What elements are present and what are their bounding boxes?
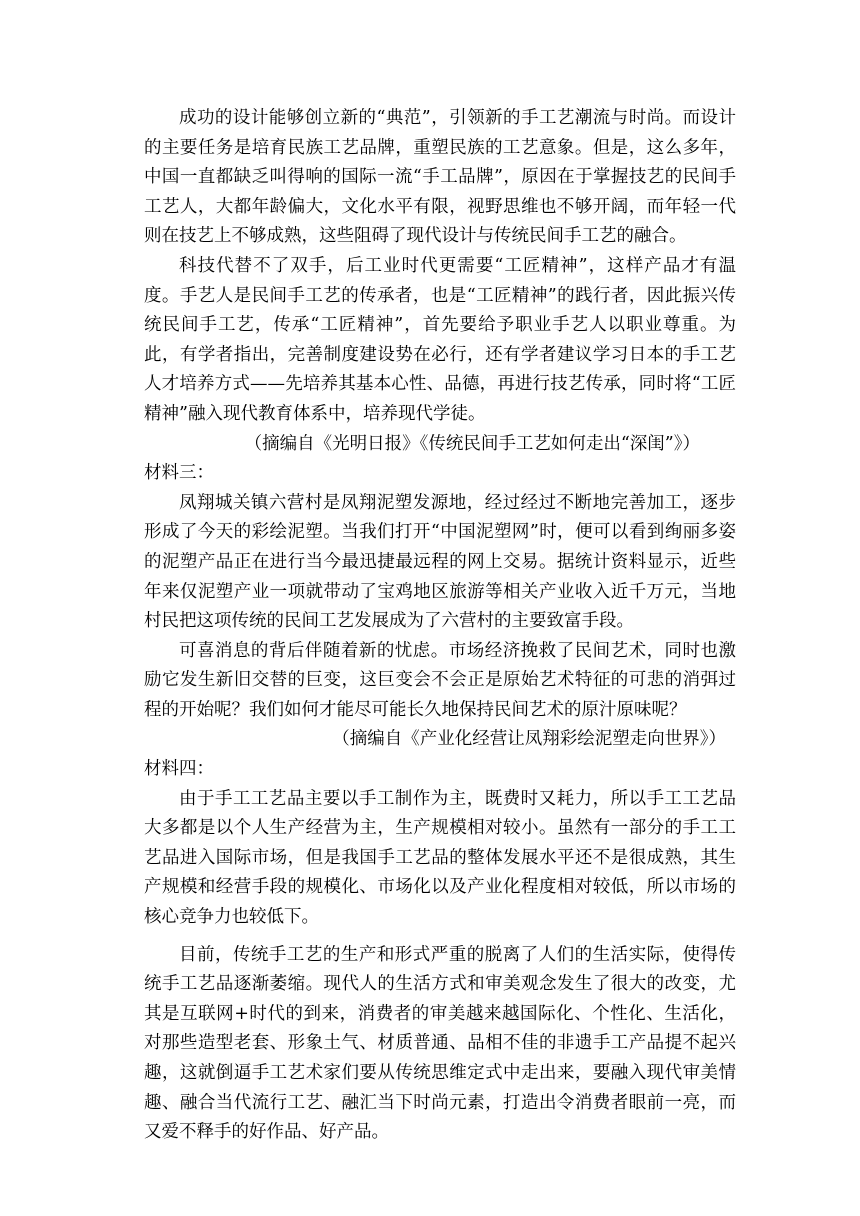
paragraph-design-brand: 成功的设计能够创立新的“典范”，引领新的手工艺潮流与时尚。而设计的主要任务是培育民族工艺品牌，重塑民族的工艺意象。但是，这么多年，中国一直都缺乏叫得响的国际一流“手工品牌”，原因在于掌握技艺的民间手工艺人，大都年龄偏大，文化水平有限，视野思维也不够开阔，而年轻一代则在技艺上不够成熟，这些阻碍了现代设计与传统民间手工艺的融合。	[144, 108, 736, 247]
material-four-label: 材料四：	[144, 759, 214, 780]
paragraph-modern-aesthetics: 目前，传统手工艺的生产和形式严重的脱离了人们的生活实际，使得传统手工艺品逐渐萎缩。现代人的生活方式和审美观念发生了很大的改变，尤其是互联网+时代的到来，消费者的审美越来越国际化、个性化、生活化，对那些造型老套、形象土气、材质普通、品相不佳的非遗手工产品提不起兴趣，这就倒逼手工艺术家们要从传统思维定式中走出来，要融入现代审美情趣、融合当代流行工艺、融汇当下时尚元素，打造出令消费者眼前一亮，而又爱不释手的好作品、好产品。	[144, 944, 736, 1143]
paragraph-craftsman-spirit: 科技代替不了双手，后工业时代更需要“工匠精神”，这样产品才有温度。手艺人是民间手工艺的传承者，也是“工匠精神”的践行者，因此振兴传统民间手工艺，传承“工匠精神”，首先要给予职业手艺人以职业尊重。为此，有学者指出，完善制度建设势在必行，还有学者建议学习日本的手工艺人才培养方式——先培养其基本心性、品德，再进行技艺传承，同时将“工匠精神”融入现代教育体系中，培养现代学徒。	[144, 255, 736, 424]
material-three-label: 材料三：	[144, 463, 214, 484]
paragraph-fengxiang-clay: 凤翔城关镇六营村是凤翔泥塑发源地，经过经过不断地完善加工，逐步形成了今天的彩绘泥塑。当我们打开“中国泥塑网”时，便可以看到绚丽多姿的泥塑产品正在进行当今最迅捷最远程的网上交易。据统计资料显示，近些年来仅泥塑产业一项就带动了宝鸡地区旅游等相关产业收入近千万元，当地村民把这项传统的民间工艺发展成为了六营村的主要致富手段。	[144, 492, 736, 632]
paragraph-handicraft-scale: 由于手工工艺品主要以手工制作为主，既费时又耗力，所以手工工艺品大多都是以个人生产经营为主，生产规模相对较小。虽然有一部分的手工工艺品进入国际市场，但是我国手工艺品的整体发展水平还不是很成熟，其生产规模和经营手段的规模化、市场化以及产业化程度相对较低，所以市场的核心竞争力也较低下。	[144, 788, 736, 928]
paragraph-new-worries: 可喜消息的背后伴随着新的忧虑。市场经济挽救了民间艺术，同时也激励它发生新旧交替的巨变，这巨变会不会正是原始艺术特征的可悲的消弭过程的开始呢？我们如何才能尽可能长久地保持民间艺术的原汁原味呢？	[144, 640, 736, 720]
source-citation-fengxiang: （摘编自《产业化经营让凤翔彩绘泥塑走向世界》）	[332, 729, 726, 750]
source-citation-guangming: （摘编自《光明日报》《传统民间手工艺如何走出“深闺”》）	[244, 433, 700, 454]
document-page	[144, 104, 736, 1148]
